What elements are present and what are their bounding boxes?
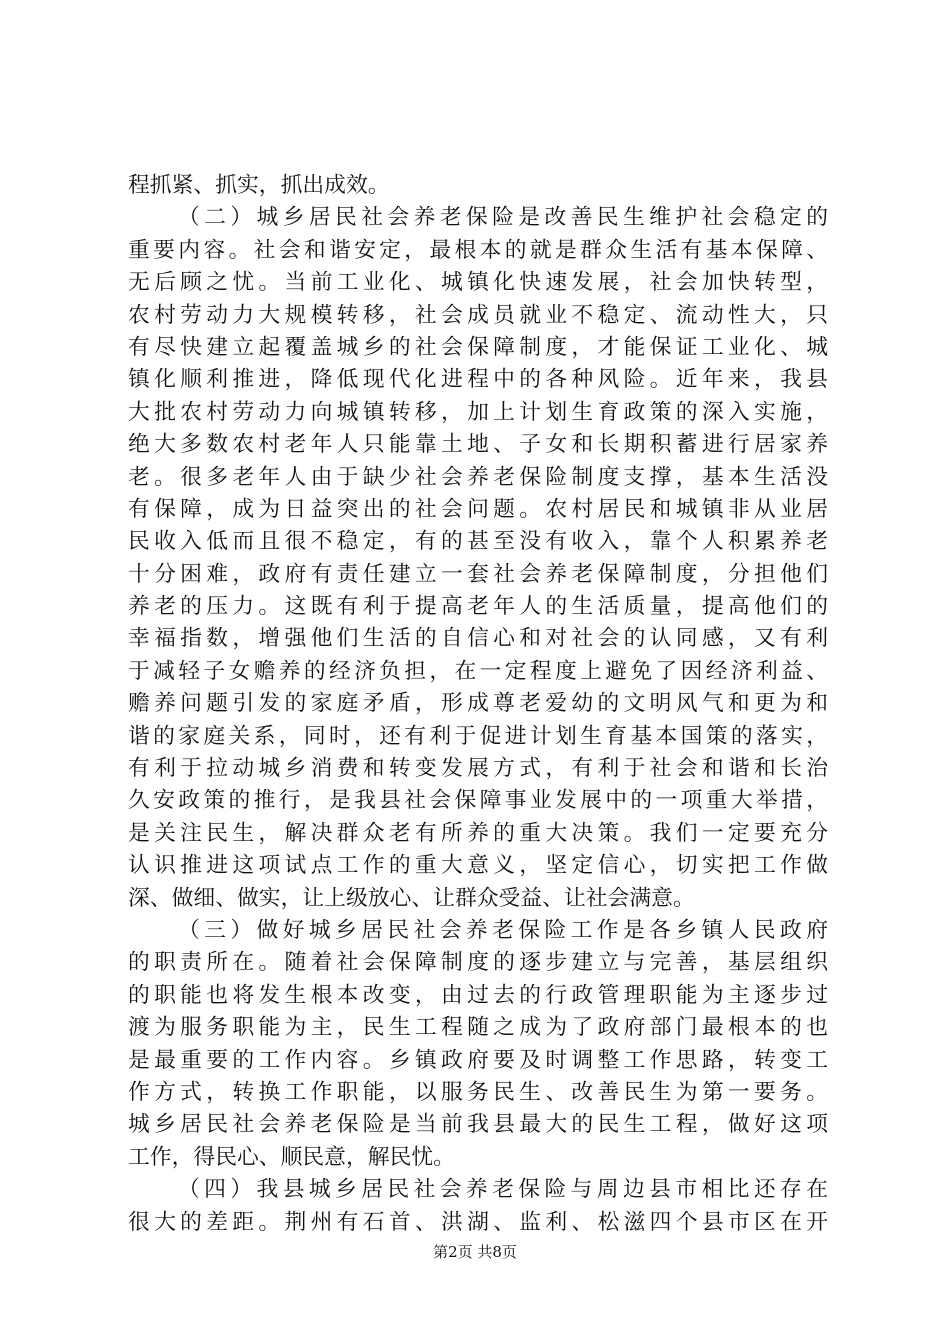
text-line: 老。很多老年人由于缺少社会养老保险制度支撑，基本生活没 <box>128 464 828 490</box>
text-line: 于减轻子女赡养的经济负担，在一定程度上避免了因经济利益、 <box>128 658 828 684</box>
text-line: 渡为服务职能为主，民生工程随之成为了政府部门最根本的也 <box>128 1015 828 1041</box>
text-line: 工作，得民心、顺民意，解民忧。 <box>128 1144 455 1170</box>
text-line: 十分困难，政府有责任建立一套社会养老保障制度，分担他们 <box>128 561 828 587</box>
text-line: 有保障，成为日益突出的社会问题。农村居民和城镇非从业居 <box>128 496 828 522</box>
text-line: 民收入低而且很不稳定，有的甚至没有收入，靠个人积累养老 <box>128 529 828 555</box>
text-line: 深、做细、做实，让上级放心、让群众受益、让社会满意。 <box>128 885 695 911</box>
text-line: 城乡居民社会养老保险是当前我县最大的民生工程，做好这项 <box>128 1112 828 1138</box>
text-line: 有尽快建立起覆盖城乡的社会保障制度，才能保证工业化、城 <box>128 334 828 360</box>
text-line: 重要内容。社会和谐安定，最根本的就是群众生活有基本保障、 <box>128 237 828 263</box>
text-line: 有利于拉动城乡消费和转变发展方式，有利于社会和谐和长治 <box>128 756 828 782</box>
text-line: 大批农村劳动力向城镇转移，加上计划生育政策的深入实施， <box>128 399 828 425</box>
text-line: 认识推进这项试点工作的重大意义，坚定信心，切实把工作做 <box>128 853 828 879</box>
text-line: （二）城乡居民社会养老保险是改善民生维护社会稳定的 <box>178 205 828 231</box>
text-line: 养老的压力。这既有利于提高老年人的生活质量，提高他们的 <box>128 594 828 620</box>
text-line: 久安政策的推行，是我县社会保障事业发展中的一项重大举措， <box>128 788 828 814</box>
text-line: 无后顾之忧。当前工业化、城镇化快速发展，社会加快转型， <box>128 270 828 296</box>
text-line: （三）做好城乡居民社会养老保险工作是各乡镇人民政府 <box>178 917 828 943</box>
text-line: 是关注民生，解决群众老有所养的重大决策。我们一定要充分 <box>128 820 828 846</box>
page-number-label: 第2页 共8页 <box>433 1243 517 1261</box>
text-line: 程抓紧、抓实，抓出成效。 <box>128 173 390 198</box>
text-line: 赡养问题引发的家庭矛盾，形成尊老爱幼的文明风气和更为和 <box>128 691 828 717</box>
text-line: 是最重要的工作内容。乡镇政府要及时调整工作思路，转变工 <box>128 1047 828 1073</box>
text-line: 的职能也将发生根本改变，由过去的行政管理职能为主逐步过 <box>128 982 828 1008</box>
text-line: 绝大多数农村老年人只能靠土地、子女和长期积蓄进行居家养 <box>128 432 828 458</box>
text-line: 谐的家庭关系，同时，还有利于促进计划生育基本国策的落实， <box>128 723 828 749</box>
text-line: （四）我县城乡居民社会养老保险与周边县市相比还存在 <box>178 1177 828 1203</box>
page-footer <box>0 1242 950 1262</box>
text-line: 幸福指数，增强他们生活的自信心和对社会的认同感，又有利 <box>128 626 828 652</box>
text-line: 作方式，转换工作职能，以服务民生、改善民生为第一要务。 <box>128 1079 828 1105</box>
document-body <box>128 170 828 1239</box>
text-line: 农村劳动力大规模转移，社会成员就业不稳定、流动性大，只 <box>128 302 828 328</box>
text-line: 镇化顺利推进，降低现代化进程中的各种风险。近年来，我县 <box>128 367 828 393</box>
text-line: 很大的差距。荆州有石首、洪湖、监利、松滋四个县市区在开 <box>128 1209 828 1235</box>
text-line: 的职责所在。随着社会保障制度的逐步建立与完善，基层组织 <box>128 950 828 976</box>
